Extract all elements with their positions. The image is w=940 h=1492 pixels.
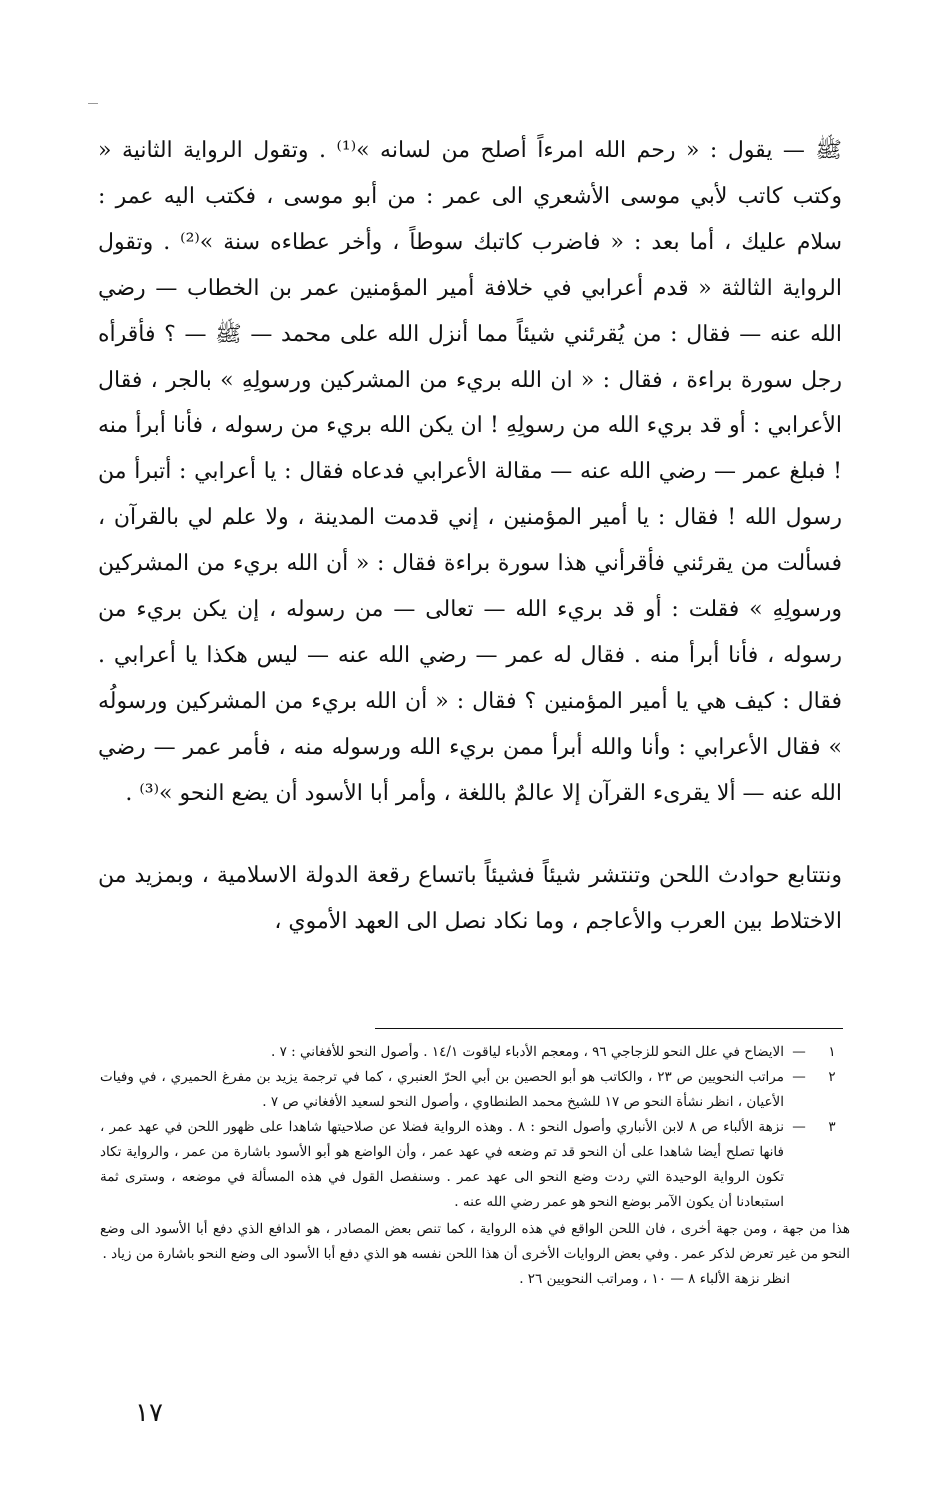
footnote-number: ١ (828, 1044, 836, 1060)
paragraph-2: ونتتابع حوادث اللحن وتنتشر شيئاً فشيئاً باتساع رقعة الدولة الاسلامية ، وبمزيد من الاختلاط بين العرب والأعاجم ، وما نكاد نصل الى العهد الأموي ، (98, 862, 842, 934)
footnote-dash: — (792, 1044, 806, 1060)
footnote-3-reference: انظر نزهة الألباء ٨ — ١٠ ، ومراتب النحويين ٢٦ . (519, 1271, 790, 1287)
footnote-dash: — (792, 1069, 806, 1085)
footnote-2 (100, 1065, 850, 1115)
page-edge-mark (88, 103, 98, 104)
footnotes (100, 1040, 850, 1292)
footnote-number: ٣ (828, 1119, 836, 1135)
footnote-text: نزهة الألباء ص ٨ لابن الأنباري وأصول النحو : ٨ . وهذه الرواية فضلا عن صلاحيتها شاهدا على ظهور اللحن في عهد عمر ، فانها تصلح أيضا شاهدا على أن النحو قد تم وضعه في عهد عمر ، وأن الواضع هو أبو الأسود باشارة من عمر ، والرواية تكاد تكون الرواية الوحيدة التي ردت وضع النحو الى عهد عمر . وسنفصل القول في هذه المسألة في موضعه ، وسترى ثمة استبعادنا أن يكون الآمر بوضع النحو هو عمر رضي الله عنه . (100, 1119, 784, 1210)
footnote-dash: — (792, 1119, 806, 1135)
footnote-1 (100, 1040, 850, 1065)
footnote-text: الايضاح في علل النحو للزجاجي ٩٦ ، ومعجم الأدباء لياقوت ١٤/١ . وأصول النحو للأفغاني : ٧ . (271, 1044, 784, 1060)
footnote-3-continuation: هذا من جهة ، ومن جهة أخرى ، فان اللحن الواقع في هذه الرواية ، كما تنص بعض المصادر ، هو الدافع الذي دفع أبا الأسود الى وضع النحو من غير تعرض لذكر عمر . وفي بعض الروايات الأخرى أن هذا اللحن نفسه هو الذي دفع أبا الأسود الى وضع النحو باشارة من زياد . (100, 1221, 850, 1262)
footnote-text: مراتب النحويين ص ٢٣ ، والكاتب هو أبو الحصين بن أبي الحرّ العنبري ، كما في ترجمة يزيد بن مفرغ الحميري ، في وفيات الأعيان ، انظر نشأة النحو ص ١٧ للشيخ محمد الطنطاوي ، وأصول النحو لسعيد الأفغاني ص ٧ . (100, 1069, 784, 1110)
footnote-number: ٢ (828, 1069, 836, 1085)
paragraph-1: ﷺ — يقول : « رحم الله امرءاً أصلح من لسانه »⁽¹⁾ . وتقول الرواية الثانية « وكتب كاتب لأبي موسى الأشعري الى عمر : من أبو موسى ، فكتب اليه عمر : سلام عليك ، أما بعد : « فاضرب كاتبك سوطاً ، وأخر عطاءه سنة »⁽²⁾ . وتقول الرواية الثالثة « قدم أعرابي في خلافة أمير المؤمنين عمر بن الخطاب — رضي الله عنه — فقال : من يُقرئني شيئاً مما أنزل الله على محمد — ﷺ — ؟ فأقرأه رجل سورة براءة ، فقال : « ان الله بريء من المشركين ورسولِهِ » بالجر ، فقال الأعرابي : أو قد بريء الله من رسولِهِ ! ان يكن الله بريء من رسوله ، فأنا أبرأ منه ! فبلغ عمر — رضي الله عنه — مقالة الأعرابي فدعاه فقال : يا أعرابي : أتبرأ من رسول الله ! فقال : يا أمير المؤمنين ، إني قدمت المدينة ، ولا علم لي بالقرآن ، فسألت من يقرئني فأقرأني هذا سورة براءة فقال : « أن الله بريء من المشركين ورسولِهِ » فقلت : أو قد بريء الله — تعالى — من رسوله ، إن يكن بريء من رسوله ، فأنا أبرأ منه . فقال له عمر — رضي الله عنه — ليس هكذا يا أعرابي . فقال : كيف هي يا أمير المؤمنين ؟ فقال : « أن الله بريء من المشركين ورسولُه » فقال الأعرابي : وأنا والله أبرأ ممن بريء الله ورسوله منه ، فأمر عمر — رضي الله عنه — ألا يقرىء القرآن إلا عالمٌ باللغة ، وأمر أبا الأسود أن يضع النحو »⁽³⁾ . (98, 138, 843, 806)
main-text (98, 128, 842, 944)
page-number: ١٧ (135, 1398, 163, 1428)
footnote-separator (375, 1028, 843, 1029)
footnote-3 (100, 1115, 850, 1215)
